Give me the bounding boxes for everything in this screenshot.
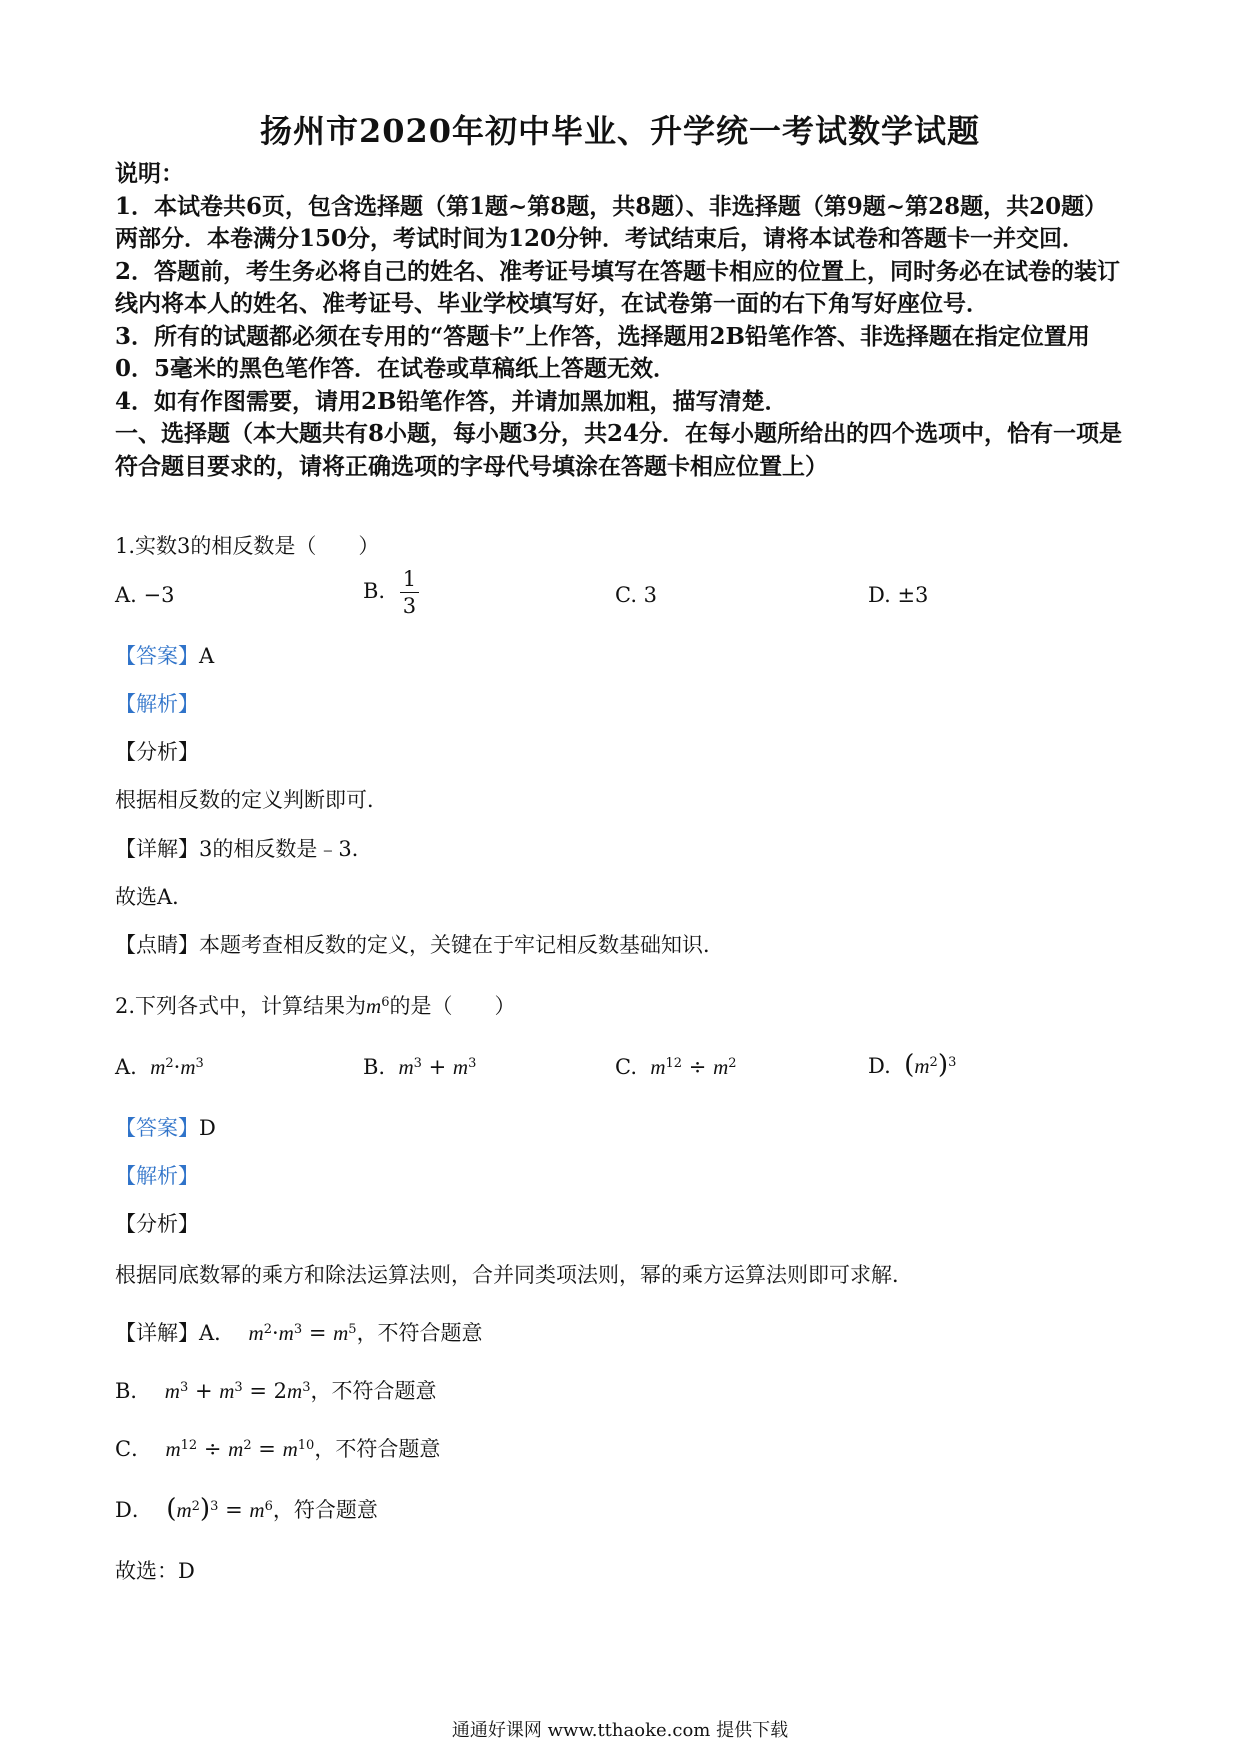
q1-stem: 1.实数3的相反数是（ ） <box>115 534 380 558</box>
math-var: m <box>164 1379 180 1403</box>
page-title: 扬州市2020年初中毕业、升学统一考试数学试题 <box>259 112 981 150</box>
option-label: B. <box>363 1055 386 1079</box>
q2-fenxi-tag: 【分析】 <box>115 1212 199 1236</box>
q1-option-b-label: B. <box>363 579 386 603</box>
math-exp: 3 <box>195 1055 204 1071</box>
q2-analysis-tag: 【解析】 <box>115 1164 199 1188</box>
q1-option-d: D. ±3 <box>868 583 929 607</box>
math-coef: 2 <box>273 1379 288 1403</box>
math-exp: 10 <box>297 1437 315 1453</box>
math-var: m <box>287 1379 303 1403</box>
q2-detail-d <box>115 1494 378 1524</box>
q2-option-c <box>615 1055 737 1080</box>
q2-option-a <box>115 1055 204 1080</box>
instruction-item-3: 3．所有的试题都必须在专用的“答题卡”上作答，选择题用2B铅笔作答、非选择题在指定位置用0．5毫米的黑色笔作答．在试卷或草稿纸上答题无效． <box>115 322 1090 382</box>
math-var: m <box>278 1321 294 1345</box>
math-op: = <box>258 1437 276 1461</box>
math-exp: 2 <box>929 1054 938 1070</box>
math-op: · <box>173 1055 181 1079</box>
q1-option-b <box>363 566 419 619</box>
math-exp: 2 <box>165 1055 174 1071</box>
math-op: ÷ <box>203 1437 222 1461</box>
q1-option-c: C. 3 <box>615 583 658 607</box>
section-heading: 一、选择题（本大题共有8小题，每小题3分，共24分．在每小题所给出的四个选项中，恰有一项是符合题目要求的，请将正确选项的字母代号填涂在答题卡相应位置上） <box>115 420 1123 480</box>
q1-choose: 故选A． <box>115 885 194 909</box>
answer-tag: 【答案】 <box>115 644 199 668</box>
math-var: m <box>333 1321 349 1345</box>
instruction-item-2: 2．答题前，考生务必将自己的姓名、准考证号填写在答题卡相应的位置上，同时务必在试卷的装订线内将本人的姓名、准考证号、毕业学校填写好，在试卷第一面的右下角写好座位号． <box>115 257 1121 317</box>
math-exp: 3 <box>948 1054 957 1070</box>
math-var: m <box>150 1055 166 1079</box>
fraction-numerator: 1 <box>400 566 419 593</box>
q1-fenxi-tag: 【分析】 <box>115 740 199 764</box>
instruction-item-1: 1．本试卷共6页，包含选择题（第1题~第8题，共8题）、非选择题（第9题~第28题，共20题）两部分．本卷满分150分，考试时间为120分钟．考试结束后，请将本试卷和答题卡一并交回． <box>115 192 1108 252</box>
math-var: m <box>176 1498 192 1522</box>
paren-open: ( <box>166 1494 177 1524</box>
math-exp: 2 <box>191 1498 200 1514</box>
instructions-heading: 说明： <box>115 160 184 187</box>
math-op: = <box>308 1321 327 1345</box>
math-exp: 2 <box>263 1321 272 1337</box>
q2-detail-b <box>115 1375 437 1405</box>
q1-option-a: A. −3 <box>115 583 175 607</box>
math-op: + <box>194 1379 213 1403</box>
instruction-item-4: 4．如有作图需要，请用2B铅笔作答，并请加黑加粗，描写清楚． <box>115 387 788 415</box>
q1-comment: 【点睛】本题考查相反数的定义，关键在于牢记相反数基础知识． <box>115 933 724 957</box>
detail-prefix: D． <box>115 1498 153 1522</box>
fraction-denominator: 3 <box>402 594 417 618</box>
math-exp: 3 <box>413 1055 422 1071</box>
math-var: m <box>282 1437 298 1461</box>
answer-value: D <box>199 1116 216 1140</box>
math-op: + <box>428 1055 447 1079</box>
page-footer: 通通好课网 www.tthaoke.com 提供下载 <box>451 1720 789 1741</box>
math-var: m <box>228 1437 244 1461</box>
math-exp: 6 <box>264 1498 273 1514</box>
detail-prefix: B． <box>115 1379 152 1403</box>
math-var: m <box>650 1055 666 1079</box>
q2-stem-exp: 6 <box>381 994 390 1010</box>
math-var: m <box>398 1055 414 1079</box>
option-label: D. <box>868 1054 891 1078</box>
math-exp: 2 <box>728 1055 737 1071</box>
paren-close: ) <box>199 1494 211 1524</box>
q2-stem-var: m <box>366 994 382 1018</box>
q2-option-b <box>363 1055 476 1080</box>
q2-answer <box>115 1112 216 1142</box>
math-var: m <box>713 1055 729 1079</box>
paren-open: ( <box>904 1050 915 1080</box>
math-op: · <box>271 1321 279 1345</box>
q2-fenxi-text: 根据同底数幂的乘方和除法运算法则，合并同类项法则，幂的乘方运算法则即可求解． <box>115 1263 913 1287</box>
option-label: A. <box>115 1055 137 1079</box>
math-var: m <box>914 1054 930 1078</box>
math-exp: 3 <box>210 1498 219 1514</box>
math-op: = <box>225 1498 243 1522</box>
math-op: = <box>249 1379 267 1403</box>
q2-detail-a <box>115 1317 483 1347</box>
verdict-text: ，不符合题意 <box>310 1379 437 1403</box>
math-exp: 12 <box>665 1055 683 1071</box>
math-exp: 3 <box>302 1379 311 1395</box>
math-exp: 2 <box>243 1437 252 1453</box>
q1-analysis-tag: 【解析】 <box>115 692 199 716</box>
math-exp: 5 <box>348 1321 357 1337</box>
math-var: m <box>165 1437 181 1461</box>
q2-stem-pre: 2.下列各式中，计算结果为 <box>115 994 367 1018</box>
q1-option-b-fraction <box>400 566 419 619</box>
instructions-block <box>115 158 1125 483</box>
math-exp: 3 <box>234 1379 243 1395</box>
math-var: m <box>248 1321 264 1345</box>
q2-stem <box>115 990 516 1020</box>
math-exp: 3 <box>468 1055 477 1071</box>
q2-detail-c <box>115 1433 440 1463</box>
answer-tag: 【答案】 <box>115 1116 199 1140</box>
answer-value: A <box>199 644 215 668</box>
math-var: m <box>452 1055 469 1079</box>
verdict-text: ，不符合题意 <box>356 1321 483 1345</box>
math-var: m <box>249 1498 265 1522</box>
math-exp: 12 <box>180 1437 198 1453</box>
math-var: m <box>180 1055 196 1079</box>
math-op: ÷ <box>688 1055 707 1079</box>
q2-choose: 故选：D <box>115 1559 195 1583</box>
q1-fenxi-text: 根据相反数的定义判断即可． <box>115 788 388 812</box>
detail-prefix: C． <box>115 1437 153 1461</box>
option-label: C. <box>615 1055 637 1079</box>
verdict-text: ，符合题意 <box>272 1498 378 1522</box>
q2-option-d <box>868 1050 956 1080</box>
math-exp: 3 <box>293 1321 303 1337</box>
math-var: m <box>219 1379 235 1403</box>
paren-close: ) <box>937 1050 949 1080</box>
q1-answer <box>115 640 214 670</box>
q2-stem-post: 的是（ ） <box>389 994 516 1018</box>
verdict-text: ，不符合题意 <box>314 1437 441 1461</box>
q1-detail: 【详解】3的相反数是﹣3． <box>115 837 373 861</box>
detail-tag: 【详解】A． <box>115 1321 236 1345</box>
math-exp: 3 <box>179 1379 189 1395</box>
